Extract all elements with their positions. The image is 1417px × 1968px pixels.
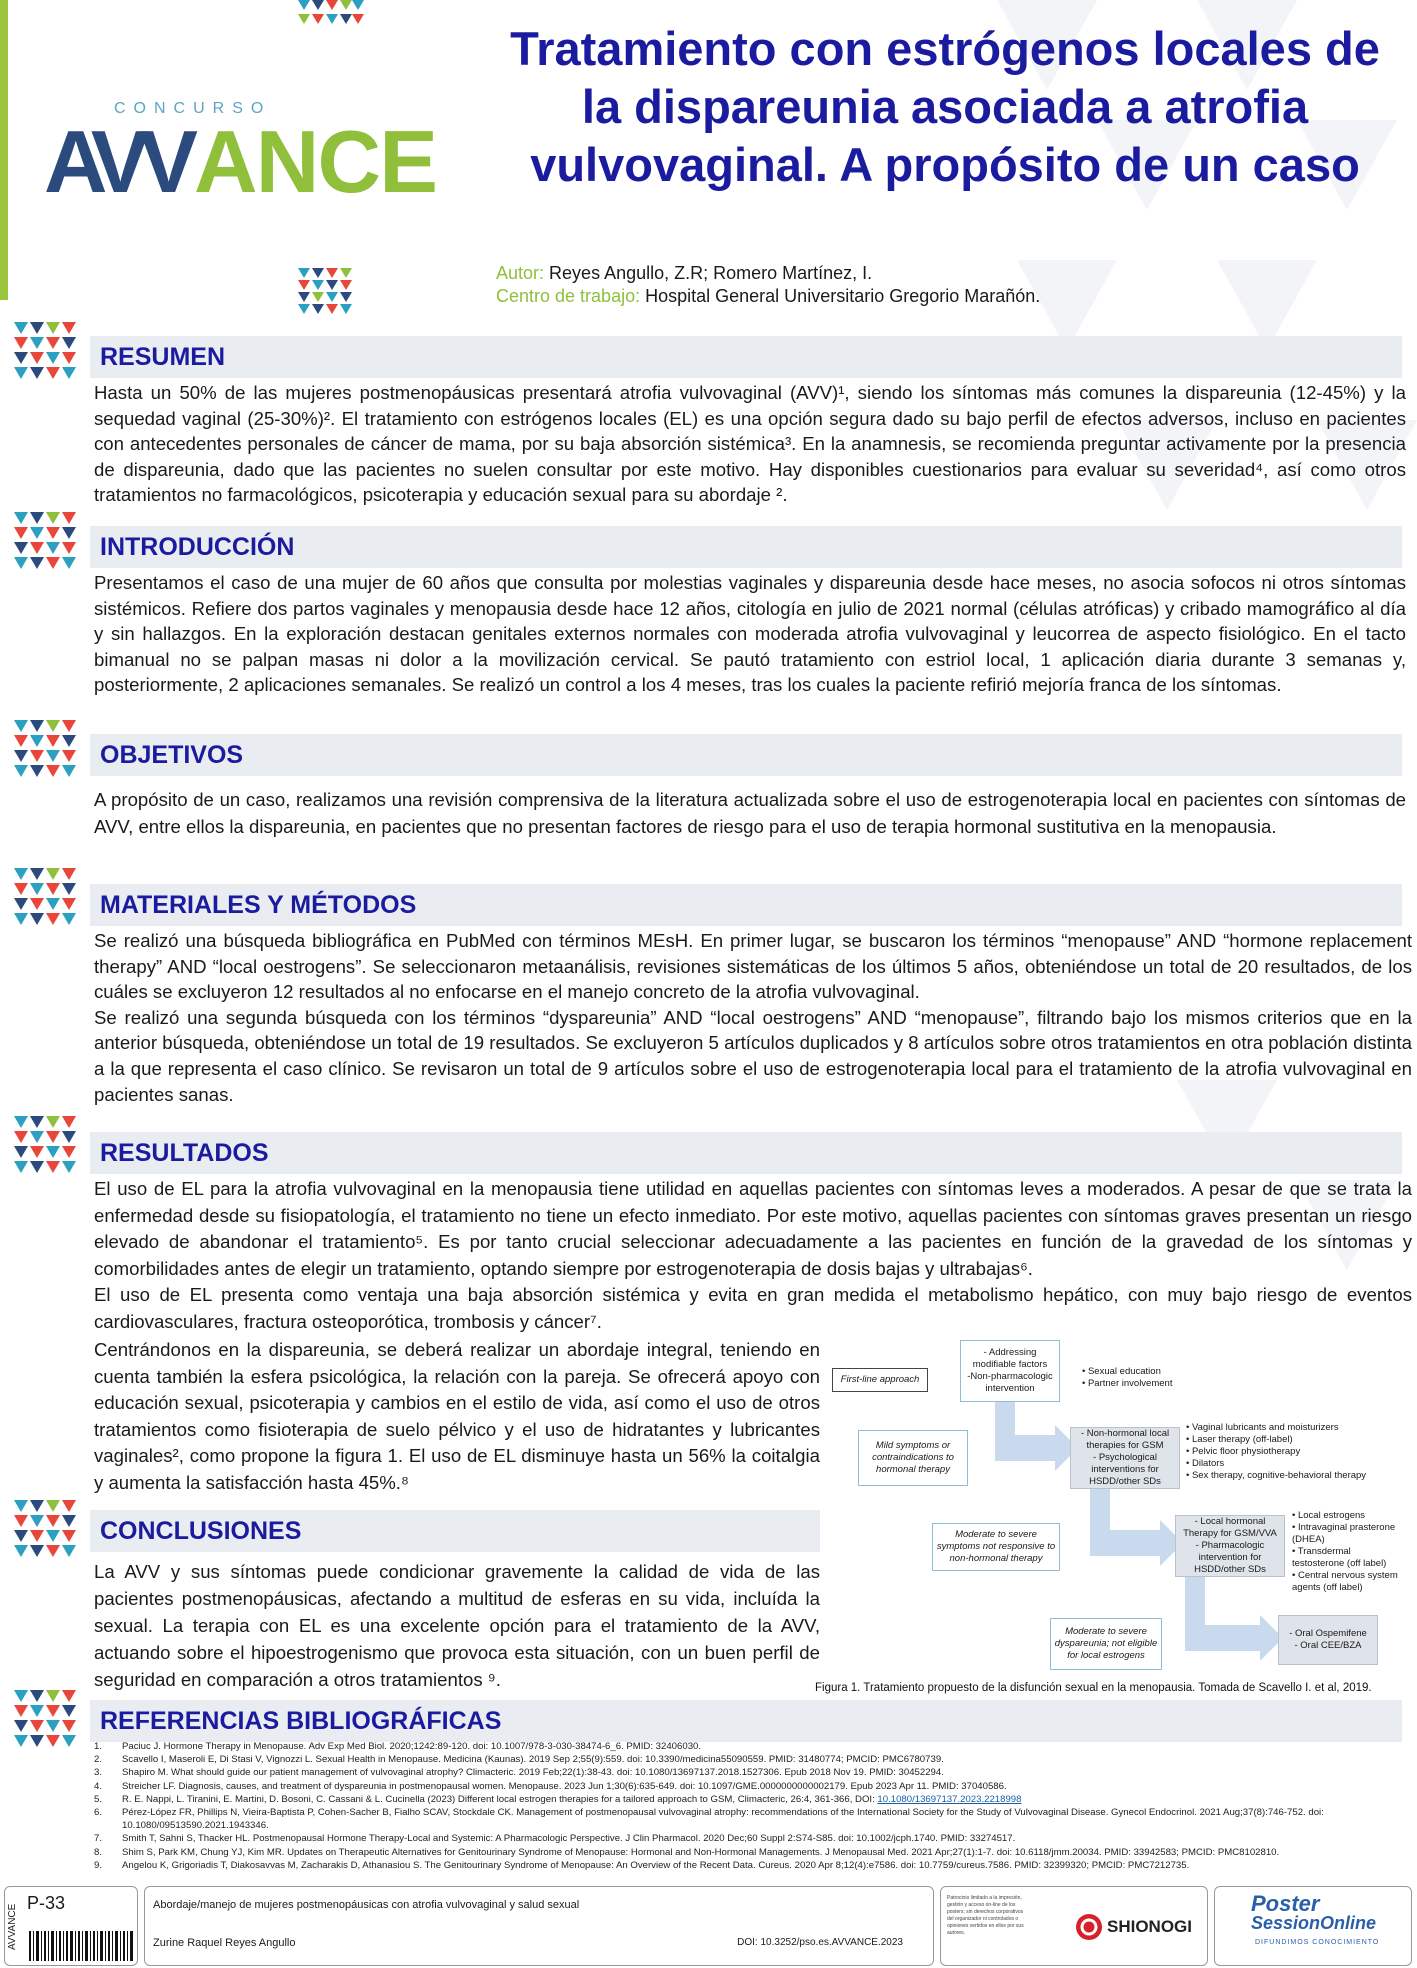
section-title-referencias: REFERENCIAS BIBLIOGRÁFICAS xyxy=(90,1700,1402,1742)
footer-disclaimer: Patrocinio limitado a la impresión, gestión y acceso on-line de los posters; sin derechos corporativos del organizador ni controlados o opiniones vertidos en ellos por sus autores. xyxy=(947,1895,1024,1936)
materiales-p1: Se realizó una búsqueda bibliográfica en PubMed con términos MEsH. En primer lugar, se buscaron los términos “menopause” AND “hormone replacement therapy” AND “local oestrogens”. Se seleccionaron metaanálisis, revisiones sistemáticas de los últimos 5 años, obteniéndose un total de 20 resultados, de los cuáles se excluyeron 12 resultados al no enfocarse en el manejo concreto de la atrofia vulvovaginal. xyxy=(94,930,1412,1003)
bullet: • Sex therapy, cognitive-behavioral therapy xyxy=(1186,1470,1396,1482)
section-body-conclusiones xyxy=(94,1558,820,1693)
footer-topic: Abordaje/manejo de mujeres postmenopáusicas con atrofia vulvovaginal y salud sexual xyxy=(153,1899,580,1911)
section-triangles-icon xyxy=(14,720,76,777)
doi-link[interactable]: 10.1080/13697137.2023.2218998 xyxy=(877,1793,1022,1805)
objetivos-text: A propósito de un caso, realizamos una revisión comprensiva de la literatura actualizada sobre el uso de estrogenoterapia local en pacientes con síntomas de AVV, entre ellos la dispareunia, en pacientes que no presentan factores de riesgo para el uso de terapia hormonal sustitutiva en la menopausia. xyxy=(94,789,1406,837)
materiales-p2: Se realizó una segunda búsqueda con los términos “dyspareunia” AND “local oestrogens” AND “menopause”, filtrando bajo los mismos criterios que en la anterior búsqueda, obteniéndose un total de 19 resultados. Se excluyeron 5 artículos duplicados y 8 artículos sobre otros tratamientos en otra población distinta a la que representa el caso clínico. Se revisaron un total de 9 artículos sobre el uso de estrogenoterapia local para el tratamiento de la atrofia vulvovaginal en pacientes sanas. xyxy=(94,1006,1412,1105)
bullet: • Intravaginal prasterone (DHEA) xyxy=(1292,1522,1400,1546)
barcode-icon xyxy=(29,1931,133,1961)
bullet: • Central nervous system agents (off label) xyxy=(1292,1570,1400,1594)
logo-concurso-text: CONCURSO xyxy=(114,100,272,117)
svg-text:AVV: AVV xyxy=(44,120,194,200)
triangle-ornament-top xyxy=(298,0,364,28)
reference-item: 8. Shim S, Park KM, Chung YJ, Kim MR. Updates on Therapeutic Alternatives for Genitourinary Syndrome of Menopause: Hormonal and Non-Hormonal Managements. J Menopausal Med. 2021 Apr;27(1):1-7. doi: 10.6118/jmm.20034. PMID: 33942583; PMCID: PMC8102810. xyxy=(94,1846,1280,1858)
bullet: • Transdermal testosterone (off label) xyxy=(1292,1546,1400,1570)
figure-1-flowchart xyxy=(820,1330,1400,1695)
sponsor-name: SHIONOGI xyxy=(1107,1917,1193,1936)
center-label: Centro de trabajo: xyxy=(496,286,641,306)
section-title-materiales: MATERIALES Y MÉTODOS xyxy=(90,884,1402,926)
avvance-logo xyxy=(44,96,444,206)
bullets-1 xyxy=(1082,1366,1172,1390)
author-block xyxy=(496,262,1040,308)
footer-brand-box xyxy=(1214,1886,1412,1966)
footer-sponsor-box xyxy=(940,1886,1208,1966)
reference-item: 3. Shapiro M. What should guide our patient management of vulvovaginal atrophy? Climacteric. 2019 Feb;22(1):38-43. doi: 10.1080/13697137.2018.1527306. Epub 2018 Nov 19. PMID: 30452294. xyxy=(94,1767,944,1779)
svg-text:ANCE: ANCE xyxy=(194,120,434,200)
introduccion-text: Presentamos el caso de una mujer de 60 años que consulta por molestias vaginales y dispareunia desde hace meses, no asocia sofocos ni otros síntomas sistémicos. Refiere dos partos vaginales y menopausia desde hace 12 años, citología en julio de 2021 normal (células atróficas) y cribado mamográfico al día y sin hallazgos. En la exploración destacan genitales externos normales con moderada atrofia vulvovaginal y leucorrea de aspecto fisiológico. En el tacto bimanual no se palpan masas ni dolor a la movilización cervical. Se pautó tratamiento con estriol local, 1 aplicación diaria durante 3 semanas y, posteriormente, 2 aplicaciones semanales. Se realizó un control a los 4 meses, tras los cuales la paciente refirió mejoría franca de los síntomas. xyxy=(94,572,1406,696)
section-body-resumen xyxy=(94,380,1406,508)
section-body-materiales xyxy=(94,928,1412,1107)
poster-code: P-33 xyxy=(27,1893,66,1913)
step1-box: - Addressing modifiable factors -Non-pharmacologic intervention xyxy=(960,1340,1060,1402)
bullet: • Dilators xyxy=(1186,1458,1396,1470)
green-accent-bar xyxy=(0,0,8,300)
footer-author: Zurine Raquel Reyes Angullo xyxy=(153,1937,296,1949)
poster-title: Tratamiento con estrógenos locales de la dispareunia asociada a atrofia vulvovaginal. A propósito de un caso xyxy=(510,22,1380,191)
brand-tagline: DIFUNDIMOS CONOCIMIENTO xyxy=(1255,1939,1380,1946)
resumen-text: Hasta un 50% de las mujeres postmenopáusicas presentará atrofia vulvovaginal (AVV)¹, siendo los síntomas más comunes la dispareunia (12-45%) y la sequedad vaginal (25-30%)². El tratamiento con estrógenos locales (EL) es una opción segura dado su bajo perfil de efectos adversos, incluso en pacientes con antecedentes personales de cáncer de mama, por su baja absorción sistémica³. En la anamnesis, se recomienda preguntar activamente por la presencia de dispareunia, dado que las pacientes no suelen consultar por este motivo. Hay disponibles cuestionarios para evaluar su severidad⁴, así como otros tratamientos no farmacológicos, psicoterapia y educación sexual para su abordaje ². xyxy=(94,382,1406,506)
section-body-resultados xyxy=(94,1176,1412,1335)
moderate1-box: Moderate to severe symptoms not responsive to non-hormonal therapy xyxy=(932,1523,1060,1571)
section-title-resultados: RESULTADOS xyxy=(90,1132,1402,1174)
author-label: Autor: xyxy=(496,263,545,283)
center-value: Hospital General Universitario Gregorio Marañón. xyxy=(645,286,1041,306)
mild-box: Mild symptoms or contraindications to hormonal therapy xyxy=(858,1430,968,1486)
triangle-ornament-author xyxy=(298,268,352,314)
moderate2-box: Moderate to severe dyspareunia; not eligible for local estrogens xyxy=(1050,1618,1162,1670)
section-title-introduccion: INTRODUCCIÓN xyxy=(90,526,1402,568)
bullet: • Laser therapy (off-label) xyxy=(1186,1434,1396,1446)
section-body-resultados-cont xyxy=(94,1337,820,1496)
step4-box: - Oral Ospemifene - Oral CEE/BZA xyxy=(1278,1615,1378,1665)
section-title-conclusiones: CONCLUSIONES xyxy=(90,1510,820,1552)
figure-caption: Figura 1. Tratamiento propuesto de la disfunción sexual en la menopausia. Tomada de Scavello I. et al, 2019. xyxy=(815,1682,1372,1694)
section-title-objetivos: OBJETIVOS xyxy=(90,734,1402,776)
bullets-2 xyxy=(1186,1422,1396,1482)
bullet: • Sexual education xyxy=(1082,1366,1172,1378)
poster-footer xyxy=(0,1886,1417,1968)
reference-item: 1. Paciuc J. Hormone Therapy in Menopause. Adv Exp Med Biol. 2020;1242:89-120. doi: 10.1007/978-3-030-38474-6_6. PMID: 32406030. xyxy=(94,1741,702,1752)
section-title-resumen: RESUMEN xyxy=(90,336,1402,378)
shionogi-logo-icon xyxy=(1075,1913,1103,1941)
section-triangles-icon xyxy=(14,1500,76,1557)
section-triangles-icon xyxy=(14,322,76,379)
reference-item: 4. Streicher LF. Diagnosis, causes, and treatment of dyspareunia in postmenopausal women. Menopause. 2023 Jun 1;30(6):635-649. doi: 10.1097/GME.0000000000002179. Epub 2023 Apr 11. PMID: 37040586. xyxy=(94,1780,1007,1792)
bullets-3 xyxy=(1292,1510,1400,1594)
section-triangles-icon xyxy=(14,1690,76,1747)
section-body-objetivos xyxy=(94,786,1406,840)
references-list xyxy=(94,1740,1412,1872)
author-value: Reyes Angullo, Z.R; Romero Martínez, I. xyxy=(549,263,873,283)
resultados-p3: Centrándonos en la dispareunia, se deberá realizar un abordaje integral, teniendo en cuenta también la esfera psicológica, la relación con la pareja. Se ofrecerá apoyo con educación sexual, psicoterapia y cambios en el estilo de vida, así como el uso de otros tratamientos como fisioterapia de suelo pélvico y el uso de hidratantes y lubricantes vaginales², como propone la figura 1. El uso de EL disminuye hasta un 56% la coitalgia y aumenta la satisfacción hasta 45%.⁸ xyxy=(94,1339,820,1493)
resultados-p2: El uso de EL presenta como ventaja una baja absorción sistémica y evita en gran medida el metabolismo hepático, con muy bajo riesgo de eventos cardiovasculares, fractura osteoporótica, trombosis y cáncer⁷. xyxy=(94,1284,1412,1332)
logo-wordmark xyxy=(44,120,444,200)
step2-box: - Non-hormonal local therapies for GSM - Psychological interventions for HSDD/other SDs xyxy=(1070,1427,1180,1489)
footer-side-label: AVVANCE xyxy=(7,1903,18,1951)
reference-item: 2. Scavello I, Maseroli E, Di Stasi V, Vignozzi L. Sexual Health in Menopause. Medicina (Kaunas). 2019 Sep 2;55(9):559. doi: 10.3390/medicina55090559. PMID: 31480774; PMCID: PMC6780739. xyxy=(94,1754,944,1766)
bullet: • Local estrogens xyxy=(1292,1510,1400,1522)
section-triangles-icon xyxy=(14,868,76,925)
reference-item: 9. Angelou K, Grigoriadis T, Diakosavvas M, Zacharakis D, Athanasiou S. The Genitourinary Syndrome of Menopause: An Overview of the Recent Data. Cureus. 2020 Apr 8;12(4):e7586. doi: 10.7759/cureus.7586. PMID: 32399320; PMCID: PMC7212735. xyxy=(94,1859,1190,1871)
brand-poster: Poster xyxy=(1251,1891,1320,1916)
section-triangles-icon xyxy=(14,1116,76,1173)
reference-item: 6. Pérez-López FR, Phillips N, Vieira-Baptista P, Cohen-Sacher B, Fialho SCAV, Stockdale CK. Management of postmenopausal vulvovaginal atrophy: recommendations of the International Society for the Study of Vulvovaginal Disease. Gynecol Endocrinol. 2021 Aug;37(8):746-752. doi: 10.1080/09513590.2021.1943346. xyxy=(94,1807,1324,1832)
step3-box: - Local hormonal Therapy for GSM/VVA - Pharmacologic intervention for HSDD/other SDs xyxy=(1175,1515,1285,1577)
footer-doi: DOI: 10.3252/pso.es.AVVANCE.2023 xyxy=(737,1937,903,1948)
first-line-box: First-line approach xyxy=(832,1368,928,1392)
bullet: • Partner involvement xyxy=(1082,1378,1172,1390)
bullet: • Pelvic floor physiotherapy xyxy=(1186,1446,1396,1458)
section-body-introduccion xyxy=(94,570,1406,698)
footer-code-box xyxy=(4,1886,138,1966)
conclusiones-text: La AVV y sus síntomas puede condicionar gravemente la calidad de vida de las pacientes postmenopáusicas, afectando a multitud de esferas en su vida, incluída la sexual. La terapia con EL es una excelente opción para el tratamiento de la AVV, actuando sobre el hipoestrogenismo que provoca esta situación, con un buen perfil de seguridad en comparación a otros tratamientos ⁹. xyxy=(94,1561,820,1690)
reference-item: 7. Smith T, Sahni S, Thacker HL. Postmenopausal Hormone Therapy-Local and Systemic: A Pharmacologic Perspective. J Clin Pharmacol. 2020 Dec;60 Suppl 2:S74-S85. doi: 10.1002/jcph.1740. PMID: 33274517. xyxy=(94,1833,1016,1845)
footer-info-box xyxy=(144,1886,934,1966)
resultados-p1: El uso de EL para la atrofia vulvovaginal en la menopausia tiene utilidad en aquellas pacientes con síntomas leves a moderados. A pesar de que se trata la enfermedad desde su fisiopatología, el tratamiento no tiene un efecto inmediato. Por este motivo, aquellas pacientes con síntomas graves presentan un riesgo elevado de abandonar el tratamiento⁵. Es por tanto crucial seleccionar adecuadamente a las pacientes en función de la gravedad de los síntomas y comorbilidades antes de elegir un tratamiento, optando siempre por estrogenoterapia de dosis bajas y ultrabajas⁶. xyxy=(94,1178,1412,1279)
bullet: • Vaginal lubricants and moisturizers xyxy=(1186,1422,1396,1434)
reference-item: 5. R. E. Nappi, L. Tiranini, E. Martini, D. Bosoni, C. Cassani & L. Cucinella (2023) Different local estrogen therapies for a tailored approach to GSM, Climacteric, 26:4, 361-366, DOI: 10.1080/13697137.2023.2218998 xyxy=(94,1793,1022,1805)
section-triangles-icon xyxy=(14,512,76,569)
brand-session: SessionOnline xyxy=(1251,1913,1377,1933)
